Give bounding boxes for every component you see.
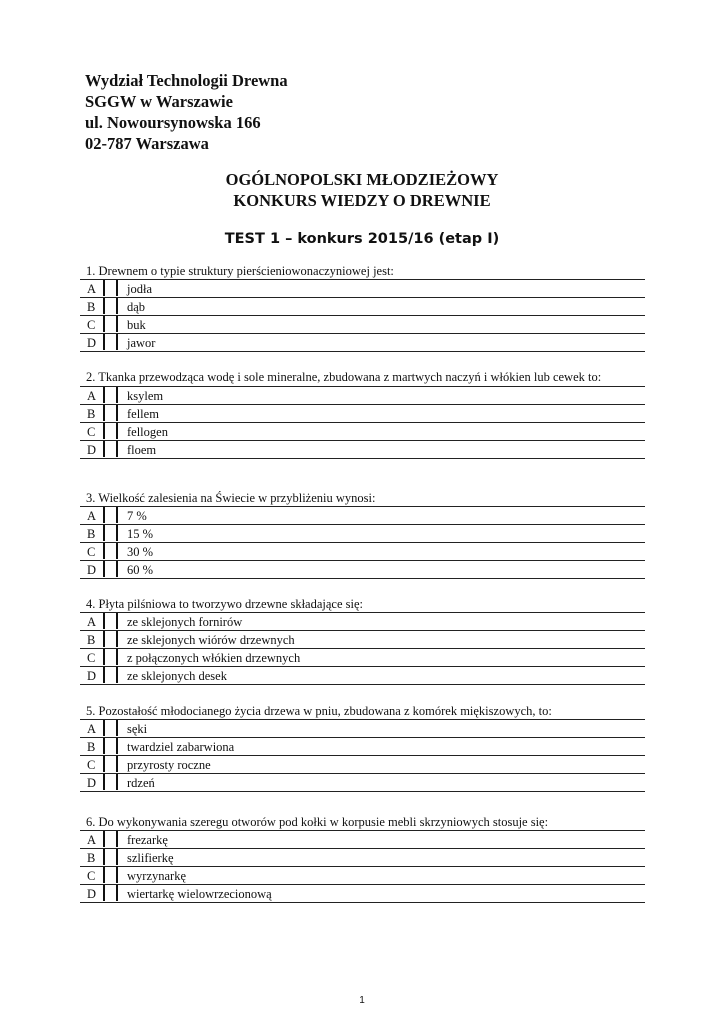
question-4 <box>80 597 645 685</box>
option-text: jawor <box>127 336 156 350</box>
question-text: 3. Wielkość zalesienia na Świecie w przybliżeniu wynosi: <box>80 491 645 507</box>
question-5 <box>80 704 645 792</box>
option-text: twardziel zabarwiona <box>127 740 235 754</box>
answer-option <box>80 507 645 525</box>
answer-option <box>80 738 645 756</box>
option-letter: A <box>87 722 97 736</box>
answer-option <box>80 613 645 631</box>
question-6 <box>80 815 645 903</box>
answer-checkbox[interactable] <box>103 561 118 577</box>
contest-title-line: KONKURS WIEDZY O DREWNIE <box>233 191 491 210</box>
question-text: 1. Drewnem o typie struktury pierścieniowonaczyniowej jest: <box>80 264 645 280</box>
answer-checkbox[interactable] <box>103 738 118 754</box>
option-text: ksylem <box>127 389 164 403</box>
answer-checkbox[interactable] <box>103 649 118 665</box>
answer-option <box>80 885 645 903</box>
answer-checkbox[interactable] <box>103 525 118 541</box>
answer-option <box>80 849 645 867</box>
option-letter: D <box>87 563 97 577</box>
answer-option <box>80 525 645 543</box>
option-letter: C <box>87 758 96 772</box>
question-text: 2. Tkanka przewodząca wodę i sole mineralne, zbudowana z martwych naczyń i włókien lub cewek to: <box>80 370 645 387</box>
question-2 <box>80 370 645 459</box>
answer-option <box>80 316 645 334</box>
answer-option <box>80 756 645 774</box>
option-letter: C <box>87 545 96 559</box>
test-title: TEST 1 – konkurs 2015/16 (etap I) <box>224 231 500 247</box>
option-text: sęki <box>127 722 148 736</box>
option-letter: B <box>87 407 96 421</box>
option-text: buk <box>127 318 146 332</box>
option-letter: C <box>87 651 96 665</box>
option-text: ze sklejonych fornirów <box>127 615 243 629</box>
option-text: floem <box>127 443 157 457</box>
answer-option <box>80 441 645 459</box>
option-letter: A <box>87 833 97 847</box>
answer-checkbox[interactable] <box>103 316 118 332</box>
answer-checkbox[interactable] <box>103 756 118 772</box>
institution-header <box>85 70 288 154</box>
answer-checkbox[interactable] <box>103 280 118 296</box>
option-letter: D <box>87 776 97 790</box>
option-letter: A <box>87 509 97 523</box>
option-text: ze sklejonych wiórów drzewnych <box>127 633 295 647</box>
answer-checkbox[interactable] <box>103 867 118 883</box>
answer-checkbox[interactable] <box>103 507 118 523</box>
answer-option <box>80 867 645 885</box>
answer-option <box>80 720 645 738</box>
answer-checkbox[interactable] <box>103 334 118 350</box>
institution-line: ul. Nowoursynowska 166 <box>85 113 261 132</box>
answer-option <box>80 387 645 405</box>
answer-checkbox[interactable] <box>103 831 118 847</box>
answer-option <box>80 561 645 579</box>
option-letter: B <box>87 527 96 541</box>
option-letter: A <box>87 389 97 403</box>
question-text: 4. Płyta pilśniowa to tworzywo drzewne składające się: <box>80 597 645 613</box>
answer-checkbox[interactable] <box>103 441 118 457</box>
option-letter: B <box>87 633 96 647</box>
option-letter: B <box>87 300 96 314</box>
answer-option <box>80 631 645 649</box>
answer-checkbox[interactable] <box>103 613 118 629</box>
page-number: 1 <box>359 995 365 1006</box>
answer-option <box>80 405 645 423</box>
option-letter: B <box>87 851 96 865</box>
option-text: przyrosty roczne <box>127 758 211 772</box>
option-text: fellogen <box>127 425 168 439</box>
option-text: 7 % <box>127 509 147 523</box>
answer-checkbox[interactable] <box>103 631 118 647</box>
contest-title-line: OGÓLNOPOLSKI MŁODZIEŻOWY <box>225 170 499 189</box>
institution-line: Wydział Technologii Drewna <box>85 71 288 90</box>
option-letter: C <box>87 869 96 883</box>
question-3 <box>80 491 645 579</box>
option-letter: C <box>87 425 96 439</box>
answer-option <box>80 280 645 298</box>
option-letter: B <box>87 740 96 754</box>
question-1 <box>80 264 645 352</box>
answer-option <box>80 649 645 667</box>
option-letter: D <box>87 669 97 683</box>
option-letter: D <box>87 336 97 350</box>
answer-option <box>80 298 645 316</box>
answer-checkbox[interactable] <box>103 849 118 865</box>
option-text: wyrzynarkę <box>127 869 186 883</box>
option-text: ze sklejonych desek <box>127 669 227 683</box>
option-text: jodła <box>127 282 152 296</box>
option-letter: D <box>87 887 97 901</box>
institution-line: SGGW w Warszawie <box>85 92 233 111</box>
answer-checkbox[interactable] <box>103 298 118 314</box>
answer-checkbox[interactable] <box>103 423 118 439</box>
option-text: rdzeń <box>127 776 155 790</box>
answer-option <box>80 667 645 685</box>
answer-option <box>80 774 645 792</box>
option-text: dąb <box>127 300 146 314</box>
answer-option <box>80 334 645 352</box>
answer-checkbox[interactable] <box>103 667 118 683</box>
contest-title <box>0 169 724 211</box>
answer-option <box>80 831 645 849</box>
option-letter: D <box>87 443 97 457</box>
option-text: z połączonych włókien drzewnych <box>127 651 301 665</box>
option-letter: C <box>87 318 96 332</box>
answer-checkbox[interactable] <box>103 720 118 736</box>
question-text: 6. Do wykonywania szeregu otworów pod kołki w korpusie mebli skrzyniowych stosuje się: <box>80 815 645 831</box>
option-text: szlifierkę <box>127 851 174 865</box>
option-letter: A <box>87 282 97 296</box>
option-text: 60 % <box>127 563 154 577</box>
answer-option <box>80 423 645 441</box>
answer-checkbox[interactable] <box>103 774 118 790</box>
answer-option <box>80 543 645 561</box>
option-text: frezarkę <box>127 833 168 847</box>
option-text: 15 % <box>127 527 154 541</box>
answer-checkbox[interactable] <box>103 387 118 403</box>
answer-checkbox[interactable] <box>103 405 118 421</box>
option-text: 30 % <box>127 545 154 559</box>
option-text: wiertarkę wielowrzecionową <box>127 887 272 901</box>
answer-checkbox[interactable] <box>103 885 118 901</box>
answer-checkbox[interactable] <box>103 543 118 559</box>
option-letter: A <box>87 615 97 629</box>
option-text: fellem <box>127 407 159 421</box>
institution-line: 02-787 Warszawa <box>85 134 209 153</box>
question-text: 5. Pozostałość młodocianego życia drzewa w pniu, zbudowana z komórek miękiszowych, to: <box>80 704 645 720</box>
